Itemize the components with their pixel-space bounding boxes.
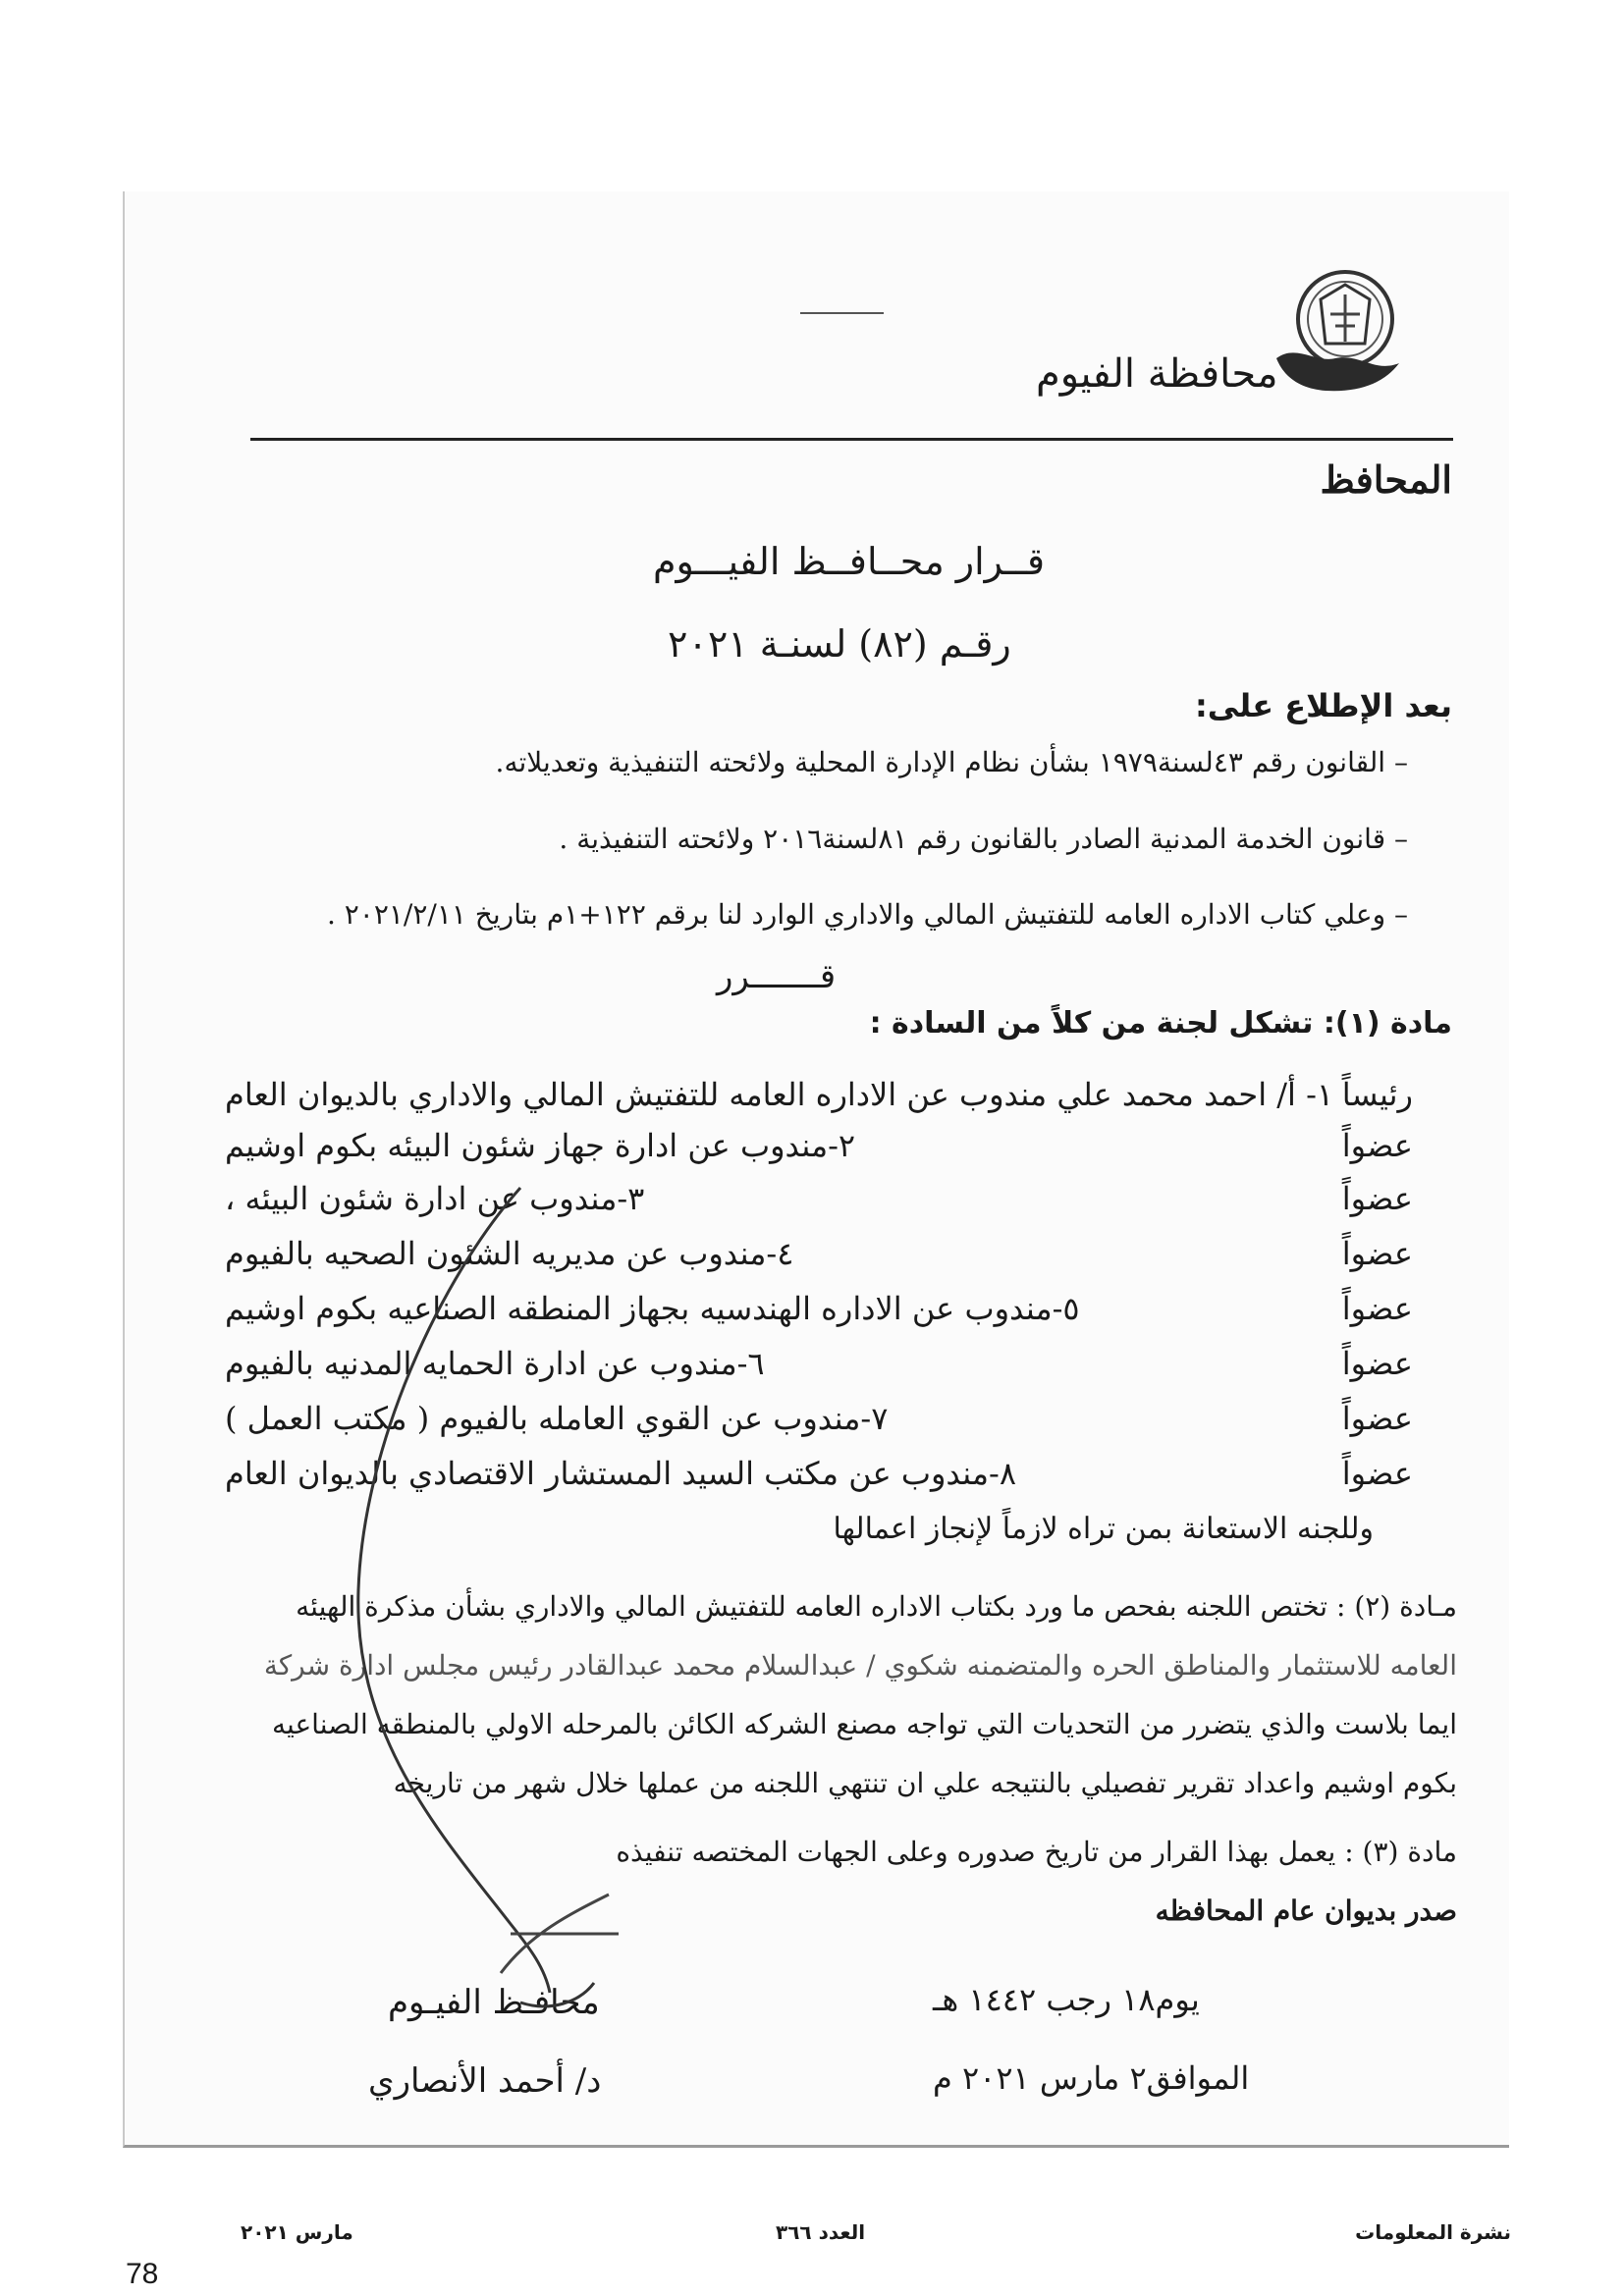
article2-line: ايما بلاست والذي يتضرر من التحديات التي تواجه مصنع الشركه الكائن بالمرحله الاولي بالمنطقه الصناعيه: [272, 1708, 1457, 1740]
header-rule: [250, 438, 1453, 441]
decree-number: رقـم (٨٢) لسنـة ٢٠٢١: [668, 622, 1011, 666]
member-text: ٣-مندوب عن ادارة شئون البيئه ،: [225, 1180, 645, 1217]
member-row: [225, 1174, 1413, 1223]
member-role: عضواً: [1341, 1235, 1413, 1272]
member-role: عضواً: [1341, 1345, 1413, 1382]
assist-note: وللجنه الاستعانة بمن تراه لازماً لإنجاز اعمالها: [833, 1512, 1374, 1546]
office-label: المحافظ: [1320, 457, 1452, 502]
issued-line: صدر بديوان عام المحافظه: [1155, 1895, 1457, 1927]
decision-word: قـــــــرر: [717, 957, 837, 996]
article3: مادة (٣) : يعمل بهذا القرار من تاريخ صدوره وعلى الجهات المختصه تنفيذه: [616, 1836, 1457, 1868]
member-row: [225, 1449, 1413, 1498]
member-role: عضواً: [1341, 1180, 1413, 1217]
member-text: ١- أ/ احمد محمد علي مندوب عن الاداره العامه للتفتيش المالي والاداري بالديوان العام: [225, 1076, 1334, 1113]
article2-line: بكوم اوشيم واعداد تقرير تفصيلي بالنتيجه علي ان تنتهي اللجنه من عملها خلال شهر من تاريخه: [393, 1767, 1457, 1799]
article1-heading: مادة (١): تشكل لجنة من كلاً من السادة :: [869, 1006, 1452, 1041]
decree-title: قــرار محــافــظ الفيـــوم: [653, 540, 1046, 583]
article2-line: مـادة (٢) : تختص اللجنه بفحص ما ورد بكتاب الاداره العامه للتفتيش المالي والاداري بشأن مذكرة الهيئه: [296, 1590, 1457, 1623]
preamble-item: – قانون الخدمة المدنية الصادر بالقانون رقم ٨١لسنة٢٠١٦ ولائحته التنفيذية .: [559, 823, 1408, 855]
footer-month: مارس ٢٠٢١: [241, 2220, 353, 2244]
hijri-date: يوم١٨ رجب ١٤٤٢ هـ: [933, 1981, 1200, 2018]
gregorian-date: الموافق٢ مارس ٢٠٢١ م: [933, 2059, 1250, 2097]
fayoum-emblem-icon: [1267, 265, 1404, 402]
member-role: عضواً: [1341, 1455, 1413, 1492]
governorate-title: محافظة الفيوم: [1036, 351, 1278, 397]
member-text: ٨-مندوب عن مكتب السيد المستشار الاقتصادي بالديوان العام: [225, 1455, 1017, 1492]
signature-name: د/ أحمد الأنصاري: [368, 2061, 602, 2101]
member-text: ٦-مندوب عن ادارة الحمايه المدنيه بالفيوم: [225, 1345, 765, 1382]
page-number: 78: [126, 2258, 159, 2290]
member-role: عضواً: [1341, 1290, 1413, 1327]
member-role: عضواً: [1341, 1127, 1413, 1164]
member-text: ٧-مندوب عن القوي العامله بالفيوم ( مكتب العمل ): [225, 1400, 889, 1437]
header-dash: [800, 312, 884, 314]
member-text: ٤-مندوب عن مديريه الشئون الصحيه بالفيوم: [225, 1235, 794, 1272]
member-role: رئيساً: [1341, 1076, 1413, 1113]
article2-line: العامه للاستثمار والمناطق الحره والمتضمنه شكوي / عبدالسلام محمد عبدالقادر رئيس مجلس ادارة شركة: [263, 1649, 1457, 1682]
member-row: [225, 1121, 1413, 1170]
footer-publication: نشرة المعلومات: [1355, 2220, 1511, 2244]
preamble-item: – القانون رقم ٤٣لسنة١٩٧٩ بشأن نظام الإدارة المحلية ولائحته التنفيذية وتعديلاته.: [495, 746, 1408, 778]
member-row: [225, 1284, 1413, 1333]
member-row: [225, 1070, 1413, 1119]
preamble-item: – وعلي كتاب الاداره العامه للتفتيش المالي والاداري الوارد لنا برقم ١٢٢+١م بتاريخ ٢٠٢١/٢/١١ .: [326, 898, 1408, 931]
signature-title: محافـظ الفيـوم: [388, 1983, 600, 2022]
footer-issue: العدد ٣٦٦: [776, 2220, 866, 2244]
member-text: ٢-مندوب عن ادارة جهاز شئون البيئه بكوم اوشيم: [225, 1127, 856, 1164]
member-text: ٥-مندوب عن الاداره الهندسيه بجهاز المنطقه الصناعيه بكوم اوشيم: [225, 1290, 1080, 1327]
member-row: [225, 1339, 1413, 1388]
member-row: [225, 1394, 1413, 1443]
member-row: [225, 1229, 1413, 1278]
member-role: عضواً: [1341, 1400, 1413, 1437]
preamble-intro: بعد الإطلاع على:: [1194, 687, 1452, 724]
